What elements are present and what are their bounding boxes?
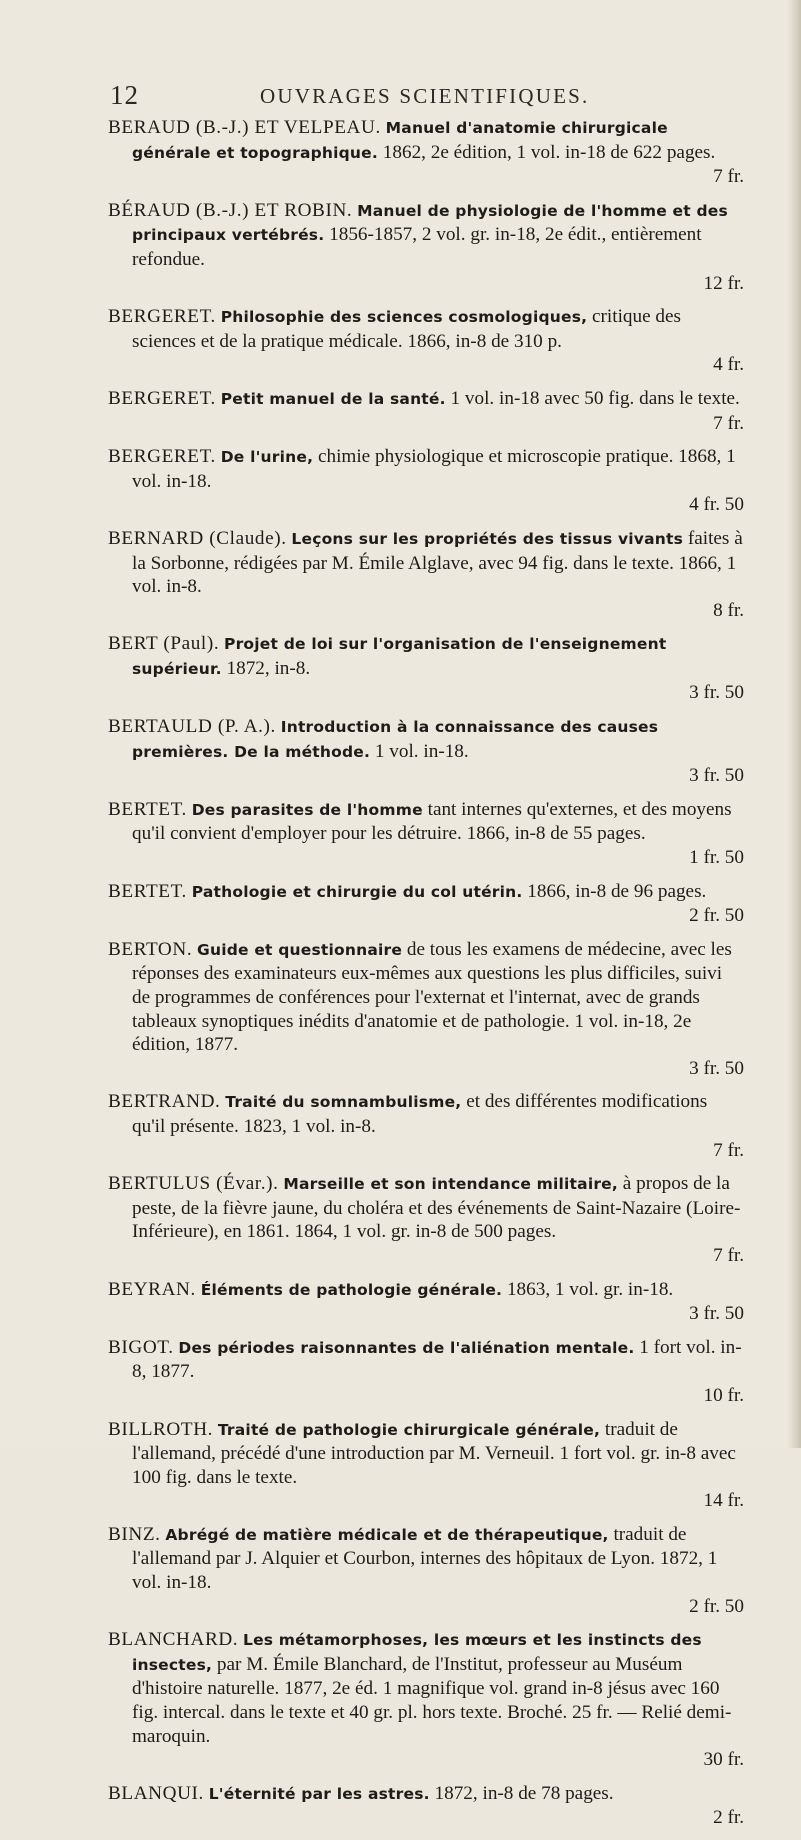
entry-text bbox=[108, 1628, 744, 1748]
entry-author: BERTRAND. bbox=[108, 1091, 221, 1113]
entry-title: De l'urine, bbox=[220, 448, 314, 467]
entry-author: BERGERET. bbox=[108, 387, 216, 409]
entry-author: BERTAULD (P. A.). bbox=[108, 716, 276, 738]
entry-details: 1 fort vol. in-8, 1877. bbox=[132, 1336, 742, 1383]
entry-details: 1 vol. in-18 avec 50 fig. dans le texte. bbox=[450, 387, 740, 409]
entry-price: 4 fr. bbox=[713, 354, 744, 376]
entry-price: 7 fr. bbox=[713, 412, 744, 434]
entry-author: BERNARD (Claude). bbox=[108, 527, 287, 549]
entry-author: BLANCHARD. bbox=[108, 1629, 239, 1651]
entry-title: Petit manuel de la santé. bbox=[220, 389, 446, 408]
page-edge-shadow bbox=[787, 0, 801, 1448]
entry-details: traduit de l'allemand par J. Alquier et Courbon, internes des hôpitaux de Lyon. 1872, 1 vol. in-18. bbox=[132, 1523, 718, 1594]
entry-title: Projet de loi sur l'organisation de l'enseignement supérieur. bbox=[132, 635, 667, 678]
entry-author: BERAUD (B.-J.) ET VELPEAU. bbox=[108, 117, 381, 138]
entry-title: Abrégé de matière médicale et de thérapeutique, bbox=[165, 1525, 609, 1544]
catalog-entry bbox=[108, 938, 744, 1081]
entry-text bbox=[108, 715, 744, 764]
entry-author: BERTET. bbox=[108, 880, 187, 902]
entry-details: 1866, in-8 de 96 pages. bbox=[527, 880, 707, 902]
catalog-entry bbox=[108, 527, 744, 622]
entry-title: Traité de pathologie chirurgicale générale, bbox=[217, 1420, 601, 1439]
entry-price: 8 fr. bbox=[713, 599, 744, 621]
entry-price: 7 fr. bbox=[713, 1244, 744, 1266]
entry-title: Traité du somnambulisme, bbox=[225, 1093, 462, 1112]
entry-text bbox=[108, 1418, 744, 1490]
entry-title: Guide et questionnaire bbox=[197, 940, 403, 959]
catalog-entry bbox=[108, 116, 744, 189]
entry-price: 2 fr. 50 bbox=[689, 1595, 744, 1617]
entry-details: tant internes qu'externes, et des moyens qu'il convient d'employer pour les détruire. 1866, in-8 de 55 pages. bbox=[132, 798, 732, 845]
entry-price: 7 fr. bbox=[713, 1139, 744, 1161]
entry-details: critique des sciences et de la pratique médicale. 1866, in-8 de 310 p. bbox=[132, 306, 681, 352]
entry-text bbox=[108, 527, 744, 599]
catalog-entry bbox=[108, 305, 744, 377]
entry-author: BERTON. bbox=[108, 938, 193, 960]
entry-text bbox=[108, 445, 744, 493]
entry-text bbox=[108, 1090, 744, 1138]
entry-price: 10 fr. bbox=[703, 1384, 744, 1406]
entry-price: 3 fr. 50 bbox=[689, 1303, 744, 1325]
entry-author: BEYRAN. bbox=[108, 1278, 196, 1300]
entry-details: 1863, 1 vol. gr. in-18. bbox=[506, 1278, 674, 1300]
entry-author: BLANQUI. bbox=[108, 1782, 204, 1804]
entry-title: Des parasites de l'homme bbox=[191, 800, 423, 819]
entry-title: L'éternité par les astres. bbox=[208, 1784, 430, 1803]
page-header bbox=[110, 80, 730, 120]
entry-details: de tous les examens de médecine, avec les réponses des examinateurs eux-mêmes aux questions les plus difficiles, suivi de programmes de conférences pour l'externat et l'internat, avec de grands tableaux synoptiques inédits d'anatomie et de pathologie. 1 vol. in-18, 2e édition, 1877. bbox=[132, 938, 732, 1056]
entry-price: 14 fr. bbox=[703, 1490, 744, 1512]
catalog-entry bbox=[108, 715, 744, 788]
catalog-entry bbox=[108, 1523, 744, 1618]
entry-details: et des différentes modifications qu'il présente. 1823, 1 vol. in-8. bbox=[132, 1091, 708, 1137]
entry-price: 7 fr. bbox=[713, 166, 744, 188]
entry-details: faites à la Sorbonne, rédigées par M. Émile Alglave, avec 94 fig. dans le texte. 1866, 1 vol. in-8. bbox=[132, 527, 743, 598]
entry-price: 3 fr. 50 bbox=[689, 765, 744, 787]
entry-title: Marseille et son intendance militaire, bbox=[283, 1175, 618, 1194]
entry-text bbox=[108, 1523, 744, 1595]
entry-text bbox=[108, 632, 744, 681]
entry-author: BERGERET. bbox=[108, 446, 216, 468]
entry-title: Les métamorphoses, les mœurs et les instincts des insectes, bbox=[132, 1631, 702, 1674]
entry-price: 12 fr. bbox=[703, 272, 744, 294]
entry-details: 1862, 2e édition, 1 vol. in-18 de 622 pages. bbox=[382, 141, 716, 163]
catalog-entry bbox=[108, 1782, 744, 1830]
entry-details: 1856-1857, 2 vol. gr. in-18, 2e édit., entièrement refondue. bbox=[132, 224, 702, 270]
running-title: OUVRAGES SCIENTIFIQUES. bbox=[260, 84, 590, 108]
entry-author: BERT (Paul). bbox=[108, 633, 220, 655]
page-number: 12 bbox=[110, 80, 139, 110]
catalog-entry bbox=[108, 880, 744, 928]
entry-price: 1 fr. 50 bbox=[689, 847, 744, 869]
entry-text bbox=[108, 305, 744, 353]
catalog-entry bbox=[108, 1172, 744, 1267]
entry-text bbox=[108, 1278, 744, 1303]
entry-title: Manuel de physiologie de l'homme et des principaux vertébrés. bbox=[132, 201, 728, 245]
entry-text bbox=[108, 880, 744, 905]
entry-author: BERTET. bbox=[108, 798, 187, 820]
entry-title: Manuel d'anatomie chirurgicale générale et topographique. bbox=[132, 119, 668, 162]
entry-author: BILLROTH. bbox=[108, 1418, 214, 1440]
entry-details: par M. Émile Blanchard, de l'Institut, professeur au Muséum d'histoire naturelle. 1877, 2e éd. 1 magnifique vol. grand in-8 jésus avec 160 fig. intercal. dans le texte et 40 gr. pl. hors texte. Broché. 25 fr. — Relié demi-maroquin. bbox=[132, 1653, 732, 1747]
entry-price: 30 fr. bbox=[703, 1749, 744, 1771]
entry-text bbox=[108, 116, 744, 165]
catalog-entry bbox=[108, 632, 744, 705]
entry-details: 1872, in-8 de 78 pages. bbox=[434, 1782, 614, 1804]
entry-details: à propos de la peste, de la fièvre jaune, du choléra et des événements de Saint-Nazaire (Loire-Inférieure), en 1861. 1864, 1 vol. gr. in-8 de 500 pages. bbox=[132, 1173, 741, 1243]
entry-text bbox=[108, 938, 744, 1057]
entry-text bbox=[108, 1782, 744, 1807]
catalog-entry bbox=[108, 445, 744, 517]
catalog-entry bbox=[108, 1628, 744, 1772]
catalog-entries bbox=[108, 116, 744, 1840]
entry-price: 4 fr. 50 bbox=[689, 494, 744, 516]
entry-details: 1872, in-8. bbox=[226, 657, 311, 679]
catalog-entry bbox=[108, 1336, 744, 1408]
entry-price: 3 fr. 50 bbox=[689, 682, 744, 704]
entry-author: BÉRAUD (B.-J.) ET ROBIN. bbox=[108, 199, 353, 221]
entry-title: Introduction à la connaissance des causes premières. De la méthode. bbox=[132, 718, 659, 761]
entry-price: 2 fr. 50 bbox=[689, 905, 744, 927]
entry-author: BERGERET. bbox=[108, 306, 216, 328]
entry-details: traduit de l'allemand, précédé d'une introduction par M. Verneuil. 1 fort vol. gr. in-8 avec 100 fig. dans le texte. bbox=[132, 1418, 736, 1488]
entry-title: Leçons sur les propriétés des tissus vivants bbox=[291, 529, 684, 548]
entry-title: Des périodes raisonnantes de l'aliénation mentale. bbox=[178, 1338, 635, 1357]
entry-text bbox=[108, 1172, 744, 1244]
entry-text bbox=[108, 387, 744, 412]
entry-text bbox=[108, 798, 744, 846]
entry-title: Éléments de pathologie générale. bbox=[200, 1280, 503, 1299]
catalog-entry bbox=[108, 387, 744, 435]
entry-text bbox=[108, 1336, 744, 1384]
catalog-entry bbox=[108, 1278, 744, 1326]
entry-details: chimie physiologique et microscopie pratique. 1868, 1 vol. in-18. bbox=[132, 446, 736, 492]
entry-author: BERTULUS (Évar.). bbox=[108, 1173, 279, 1195]
entry-title: Pathologie et chirurgie du col utérin. bbox=[191, 882, 523, 901]
entry-price: 2 fr. bbox=[713, 1807, 744, 1829]
entry-details: 1 vol. in-18. bbox=[374, 740, 469, 762]
entry-price: 3 fr. 50 bbox=[689, 1057, 744, 1079]
catalog-entry bbox=[108, 798, 744, 870]
catalog-entry bbox=[108, 1418, 744, 1513]
entry-title: Philosophie des sciences cosmologiques, bbox=[220, 308, 588, 327]
entry-author: BIGOT. bbox=[108, 1336, 174, 1358]
catalog-entry bbox=[108, 1090, 744, 1162]
entry-text bbox=[108, 199, 744, 272]
catalog-entry bbox=[108, 199, 744, 295]
entry-author: BINZ. bbox=[108, 1523, 161, 1545]
